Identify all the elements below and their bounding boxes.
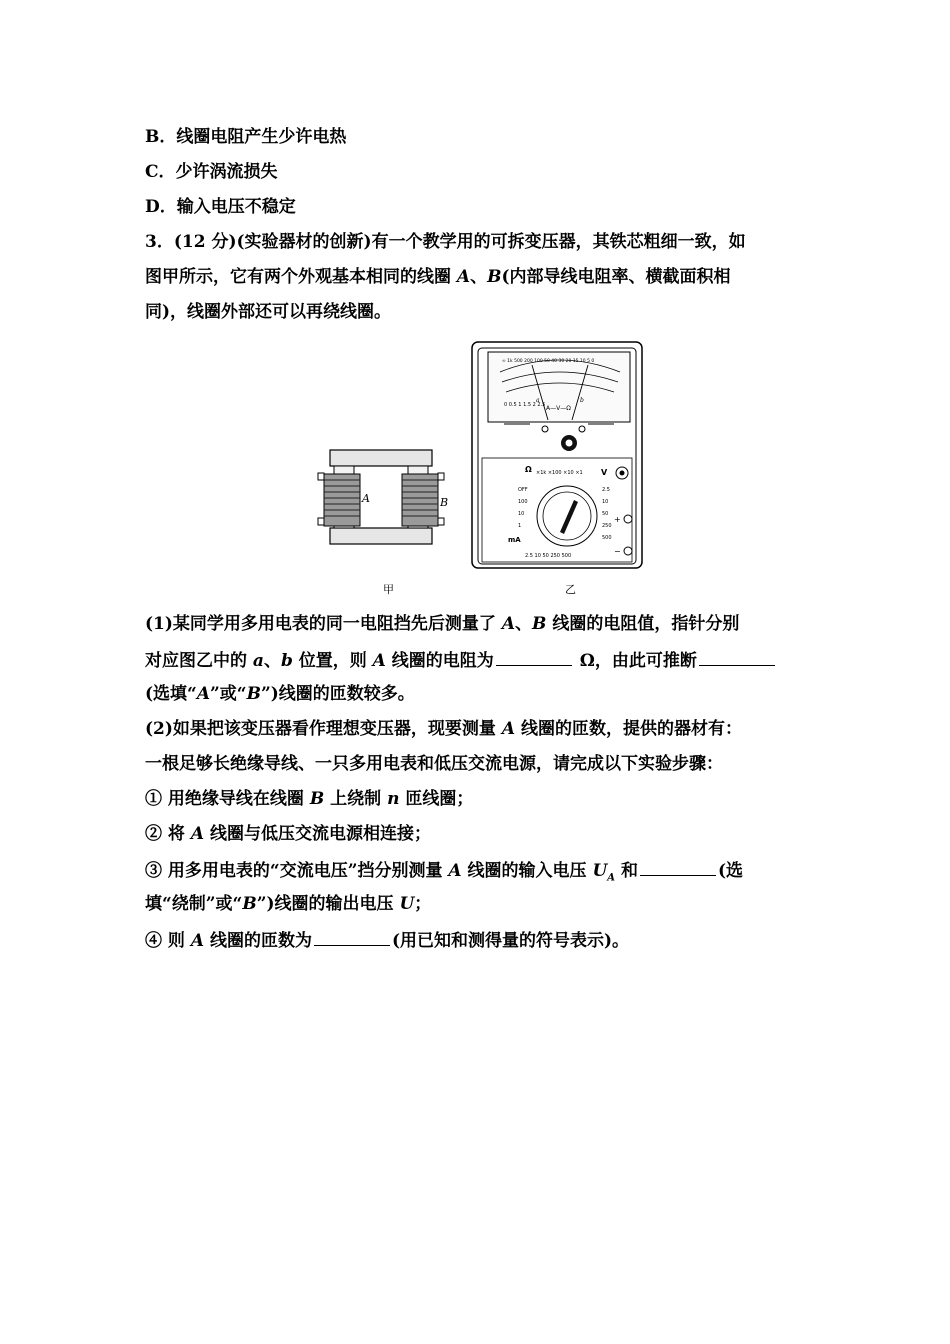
coil-a <box>318 473 360 526</box>
coil-b-label: B <box>440 496 449 509</box>
plus-terminal[interactable] <box>624 515 632 523</box>
step-text: 线圈的输入电压 <box>461 861 593 881</box>
var-n: n <box>387 789 400 809</box>
plus-terminal-label: + <box>614 515 621 524</box>
var-b: B <box>532 614 547 634</box>
q3-number: 3． <box>145 232 174 252</box>
left-label-off: OFF <box>518 487 528 493</box>
right-label-250: 250 <box>602 523 612 529</box>
step-4 <box>145 927 629 953</box>
step-text: 线圈与低压交流电源相连接； <box>204 824 431 844</box>
step-text: (选 <box>717 861 744 881</box>
transformer-bottom-yoke <box>330 528 432 544</box>
var-u-subscript: A <box>607 872 616 884</box>
var-a: A <box>372 651 386 671</box>
right-label-2-5: 2.5 <box>602 487 610 493</box>
p1-text: ”)线圈的匝数较多。 <box>260 684 415 704</box>
p1-text: 位置，则 <box>292 651 373 671</box>
p1-text: 线圈的电阻值，指针分别 <box>546 614 740 634</box>
multimeter-figure <box>470 340 645 572</box>
q3-text: 有一个教学用的可拆变压器，其铁芯粗细一致，如 <box>371 232 746 252</box>
var-b-lower: b <box>280 651 293 671</box>
var-b: B <box>242 894 257 914</box>
ac-ticks: 0 0.5 1 1.5 2 2.5 <box>504 402 546 408</box>
p1-text: (选填“ <box>145 684 197 704</box>
step-text: ； <box>414 894 432 914</box>
var-a: A <box>190 931 205 951</box>
var-a-lower: a <box>252 651 264 671</box>
var-a: A <box>501 719 516 739</box>
step-text: ③ 用多用电表的“交流电压”挡分别测量 <box>145 861 449 881</box>
step-text: 和 <box>615 861 638 881</box>
q3-score: (12 分) <box>173 232 237 252</box>
step-2 <box>145 822 431 846</box>
option-b: B．线圈电阻产生少许电热 <box>145 127 347 147</box>
bottom-labels: 2.5 10 50 250 500 <box>525 553 572 559</box>
p2-text: 线圈的匝数，提供的器材有： <box>515 719 742 739</box>
left-label-10: 10 <box>518 511 525 517</box>
var-a: A <box>190 824 205 844</box>
step-text: 匝线圈； <box>399 789 474 809</box>
sep: 、 <box>515 614 533 634</box>
p1-text: (1)某同学用多用电表的同一电阻挡先后测量了 <box>145 614 502 634</box>
ma-symbol: mA <box>508 536 521 544</box>
right-label-500: 500 <box>602 535 612 541</box>
q3-text: (内部导线电阻率、横截面积相 <box>501 267 731 287</box>
scale-label: A—V—Ω <box>546 405 571 412</box>
caption-jia: 甲 <box>383 583 394 596</box>
step-text: ② 将 <box>145 824 191 844</box>
transformer-top-yoke <box>330 450 432 466</box>
q3-line2 <box>145 265 731 289</box>
var-b: B <box>246 684 261 704</box>
right-label-50: 50 <box>602 511 609 517</box>
left-label-100: 100 <box>518 499 528 505</box>
coil-a-label: A <box>362 492 370 505</box>
option-d: D．输入电压不稳定 <box>145 197 296 217</box>
volt-symbol: V <box>601 468 608 477</box>
p2-text: (2)如果把该变压器看作理想变压器，现要测量 <box>145 719 502 739</box>
var-u: U <box>592 861 608 881</box>
screw-icon <box>542 426 548 432</box>
var-u: U <box>399 894 415 914</box>
coil-b <box>402 473 444 526</box>
step-text: ④ 则 <box>145 931 191 951</box>
p1-line3 <box>145 682 415 706</box>
step-text: 填“绕制”或“ <box>145 894 243 914</box>
step-3 <box>145 857 743 890</box>
q3-tag: (实验器材的创新) <box>236 232 372 252</box>
minus-terminal-label: − <box>614 547 621 556</box>
step-text: 线圈的匝数为 <box>204 931 312 951</box>
option-c: C．少许涡流损失 <box>145 162 278 182</box>
step-1 <box>145 787 473 811</box>
sep: 、 <box>263 651 281 671</box>
p1-text: ”或“ <box>210 684 247 704</box>
needle-a-label: a <box>536 397 540 404</box>
right-label-10: 10 <box>602 499 609 505</box>
var-a: A <box>448 861 462 881</box>
step-text: 上绕制 <box>324 789 388 809</box>
p2-line2: 一根足够长绝缘导线、一只多用电表和低压交流电源，请完成以下实验步骤： <box>145 754 723 774</box>
step-text: ① 用绝缘导线在线圈 <box>145 789 310 809</box>
answer-blank-coil[interactable] <box>699 647 775 666</box>
needle-b-label: b <box>580 397 584 404</box>
p1-line2 <box>145 647 777 673</box>
q3-line1 <box>145 230 746 254</box>
var-a: A <box>196 684 211 704</box>
left-label-1: 1 <box>518 523 522 529</box>
var-b: B <box>487 267 502 287</box>
step-text: (用已知和测得量的符号表示)。 <box>391 931 630 951</box>
var-a: A <box>456 267 471 287</box>
step-3-cont <box>145 892 431 916</box>
minus-terminal[interactable] <box>624 547 632 555</box>
answer-blank-output[interactable] <box>640 857 716 876</box>
p1-text: 对应图乙中的 <box>145 651 253 671</box>
q3-line3: 同)，线圈外部还可以再绕线圈。 <box>145 302 392 322</box>
p1-text: 线圈的电阻为 <box>385 651 494 671</box>
q3-text: 图甲所示，它有两个外观基本相同的线圈 <box>145 267 457 287</box>
p1-line1 <box>145 612 739 636</box>
ohm-symbol: Ω <box>525 465 532 474</box>
caption-yi: 乙 <box>565 583 576 596</box>
ohm-ticks: ∞ 1k 500 200 100 50 40 30 20 15 10 5 0 <box>502 359 595 364</box>
var-b: B <box>309 789 325 809</box>
sep: 、 <box>470 267 488 287</box>
answer-blank-turns[interactable] <box>314 927 390 946</box>
screw-icon <box>579 426 585 432</box>
p2-line1 <box>145 717 742 741</box>
answer-blank-resistance[interactable] <box>496 647 572 666</box>
var-a: A <box>501 614 516 634</box>
ohm-ranges: ×1k ×100 ×10 ×1 <box>536 470 583 476</box>
p1-text: Ω，由此可推断 <box>573 651 697 671</box>
transformer-figure <box>310 440 450 550</box>
step-text: ”)线圈的输出电压 <box>256 894 400 914</box>
